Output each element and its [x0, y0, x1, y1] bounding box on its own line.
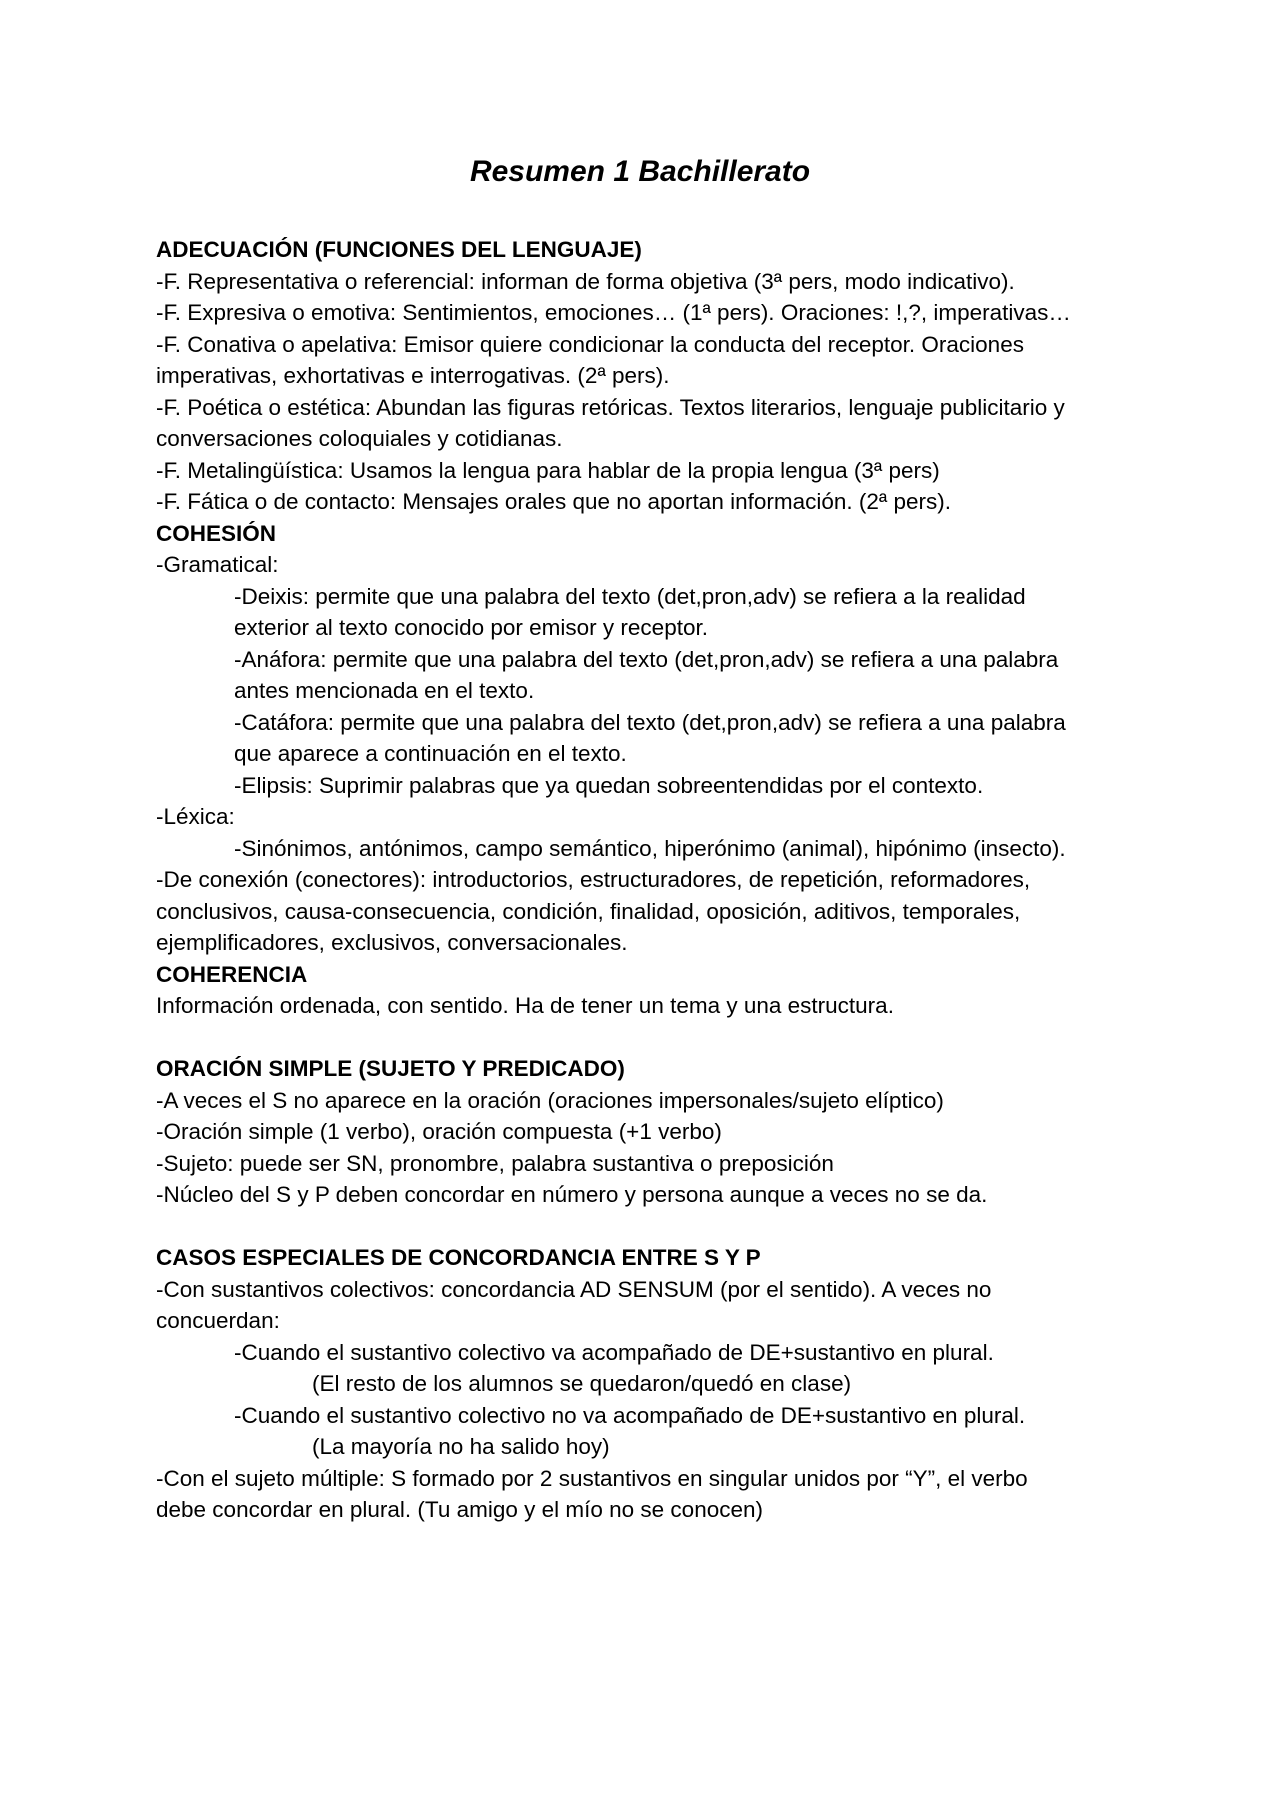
document-title: Resumen 1 Bachillerato	[469, 155, 811, 188]
text-line-indented: -Cuando el sustantivo colectivo no va acompañado de DE+sustantivo en plural.	[234, 1402, 1026, 1428]
example-line: (El resto de los alumnos se quedaron/quedó en clase)	[312, 1371, 852, 1396]
text-line: -A veces el S no aparece en la oración (oraciones impersonales/sujeto elíptico)	[156, 1087, 944, 1113]
text-line: conclusivos, causa-consecuencia, condición, finalidad, oposición, aditivos, temporales,	[156, 898, 1021, 924]
text-line-indented: -Catáfora: permite que una palabra del texto (det,pron,adv) se refiera a una palabra	[234, 709, 1066, 735]
text-line-indented: -Sinónimos, antónimos, campo semántico, hiperónimo (animal), hipónimo (insecto).	[234, 835, 1066, 861]
text-line: debe concordar en plural. (Tu amigo y el mío no se conocen)	[156, 1497, 763, 1522]
text-line: -F. Expresiva o emotiva: Sentimientos, emociones… (1ª pers). Oraciones: !,?, imperativas…	[156, 300, 1071, 325]
document-body	[156, 234, 1136, 1526]
text-line: -F. Fática o de contacto: Mensajes orales que no aportan información. (2ª pers).	[156, 489, 951, 514]
text-line: Información ordenada, con sentido. Ha de tener un tema y una estructura.	[156, 993, 894, 1018]
text-line: -De conexión (conectores): introductorios, estructuradores, de repetición, reformadores,	[156, 867, 1031, 892]
subsection-label-gramatical: -Gramatical:	[156, 552, 279, 577]
text-line: ejemplificadores, exclusivos, conversacionales.	[156, 930, 628, 955]
text-line-indented: -Elipsis: Suprimir palabras que ya quedan sobreentendidas por el contexto.	[234, 772, 984, 798]
section-heading-cohesion: COHESIÓN	[156, 520, 277, 546]
section-heading-coherencia: COHERENCIA	[156, 961, 308, 987]
text-line: -Núcleo del S y P deben concordar en número y persona aunque a veces no se da.	[156, 1182, 988, 1207]
text-line: -Oración simple (1 verbo), oración compuesta (+1 verbo)	[156, 1119, 722, 1144]
section-heading-adecuacion: ADECUACIÓN (FUNCIONES DEL LENGUAJE)	[156, 237, 642, 262]
text-line: -F. Conativa o apelativa: Emisor quiere condicionar la conducta del receptor. Oraciones	[156, 331, 1024, 357]
text-line-indented: que aparece a continuación en el texto.	[234, 741, 627, 766]
text-line: concuerdan:	[156, 1308, 280, 1333]
text-line-indented: antes mencionada en el texto.	[234, 678, 535, 703]
section-heading-casos-especiales: CASOS ESPECIALES DE CONCORDANCIA ENTRE S Y P	[156, 1245, 761, 1270]
text-line-indented: -Anáfora: permite que una palabra del texto (det,pron,adv) se refiera a una palabra	[234, 646, 1059, 672]
text-line: -F. Metalingüística: Usamos la lengua para hablar de la propia lengua (3ª pers)	[156, 457, 940, 483]
subsection-label-lexica: -Léxica:	[156, 804, 235, 829]
text-line: conversaciones coloquiales y cotidianas.	[156, 426, 563, 451]
text-line: -Con sustantivos colectivos: concordancia AD SENSUM (por el sentido). A veces no	[156, 1276, 992, 1302]
section-heading-oracion-simple: ORACIÓN SIMPLE (SUJETO Y PREDICADO)	[156, 1056, 625, 1081]
text-line: -F. Poética o estética: Abundan las figuras retóricas. Textos literarios, lenguaje publicitario y	[156, 394, 1065, 420]
text-line-indented: -Cuando el sustantivo colectivo va acompañado de DE+sustantivo en plural.	[234, 1339, 994, 1365]
text-line: -Sujeto: puede ser SN, pronombre, palabra sustantiva o preposición	[156, 1150, 834, 1176]
text-line: imperativas, exhortativas e interrogativas. (2ª pers).	[156, 363, 670, 388]
example-line: (La mayoría no ha salido hoy)	[312, 1434, 610, 1459]
text-line: -Con el sujeto múltiple: S formado por 2 sustantivos en singular unidos por “Y”, el verbo	[156, 1465, 1028, 1491]
blank-line	[156, 1022, 1136, 1054]
text-line: -F. Representativa o referencial: informan de forma objetiva (3ª pers, modo indicativo).	[156, 268, 1015, 294]
blank-line	[156, 1211, 1136, 1243]
text-line-indented: -Deixis: permite que una palabra del texto (det,pron,adv) se refiera a la realidad	[234, 583, 1026, 609]
text-line-indented: exterior al texto conocido por emisor y receptor.	[234, 615, 708, 640]
